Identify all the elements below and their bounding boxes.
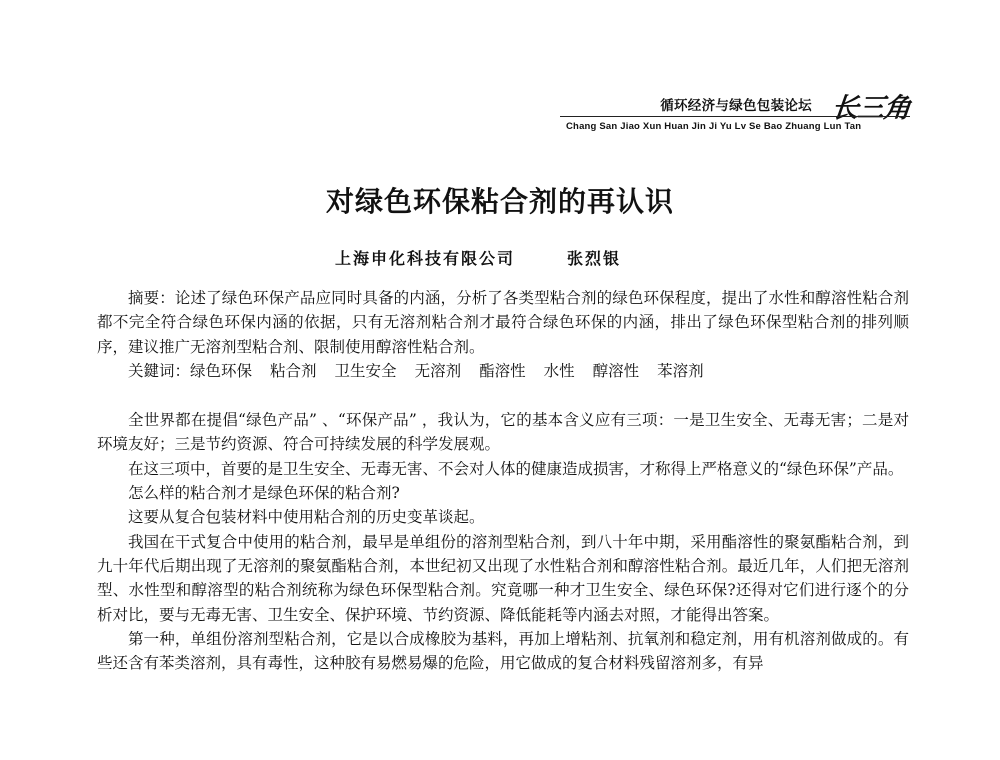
header-rule (560, 116, 910, 117)
keywords-label: 关鍵词： (128, 361, 191, 380)
keyword: 绿色环保 (190, 361, 253, 380)
byline (335, 246, 621, 269)
body-paragraph: 我国在干式复合中使用的粘合剂，最早是单组份的溶剂型粘合剂，到八十年中期，采用酯溶性的聚氨酯粘合剂，到九十年代后期出现了无溶剂的聚氨酯粘合剂，本世纪初又出现了水性粘合剂和醇溶性粘合剂。最近几年，人们把无溶剂型、水性型和醇溶型的粘合剂统称为绿色环保型粘合剂。究竟哪一种才卫生安全、绿色环保?还得对它们进行逐个的分析对比，要与无毒无害、卫生安全、保护环境、节约资源、降低能耗等内涵去对照，才能得出答案。 (97, 532, 909, 624)
keyword: 粘合剂 (270, 361, 317, 380)
body-paragraph: 全世界都在提倡“绿色产品” 、“环保产品” ，我认为，它的基本含义应有三项：一是卫生安全、无毒无害；二是对环境友好；三是节约资源、符合可持续发展的科学发展观。 (97, 411, 909, 454)
body-paragraph: 怎么样的粘合剂才是绿色环保的粘合剂? (128, 484, 400, 503)
article-body (97, 286, 909, 675)
keyword: 苯溶剂 (657, 361, 704, 380)
journal-column-pinyin: Chang San Jiao Xun Huan Jin Ji Yu Lv Se Bao Zhuang Lun Tan (566, 121, 862, 132)
abstract: 摘要：论述了绿色环保产品应同时具备的内涵，分析了各类型粘合剂的绿色环保程度，提出了水性和醇溶性粘合剂都不完全符合绿色环保内涵的依据，只有无溶剂粘合剂才最符合绿色环保的内涵，排出了绿色环保型粘合剂的排列顺序，建议推广无溶剂型粘合剂、限制使用醇溶性粘合剂。 (97, 289, 909, 356)
keyword: 卫生安全 (334, 361, 397, 380)
keyword: 无溶剂 (414, 361, 462, 380)
author-name: 张烈银 (567, 249, 622, 268)
body-paragraph: 在这三项中，首要的是卫生安全、无毒无害、不会对人体的健康造成损害，才称得上严格意义的“绿色环保”产品。 (128, 459, 904, 478)
keywords (97, 359, 909, 383)
keyword: 酯溶性 (479, 361, 526, 380)
author-affiliation: 上海申化科技有限公司 (335, 249, 516, 268)
keyword: 水性 (543, 361, 575, 380)
body-paragraph: 这要从复合包装材料中使用粘合剂的历史变革谈起。 (128, 508, 485, 527)
journal-brand-logo: 长三角 (830, 93, 912, 124)
keyword: 醇溶性 (592, 361, 640, 380)
article-title: 对绿色环保粘合剂的再认识 (325, 185, 674, 218)
body-paragraph: 第一种，单组份溶剂型粘合剂，它是以合成橡胶为基料，再加上增粘剂、抗氧剂和稳定剂，用有机溶剂做成的。有些还含有苯类溶剂，具有毒性，这种胶有易燃易爆的危险，用它做成的复合材料残留溶剂多，有异 (97, 629, 909, 673)
journal-column-title: 循环经济与绿色包装论坛 (660, 98, 812, 114)
